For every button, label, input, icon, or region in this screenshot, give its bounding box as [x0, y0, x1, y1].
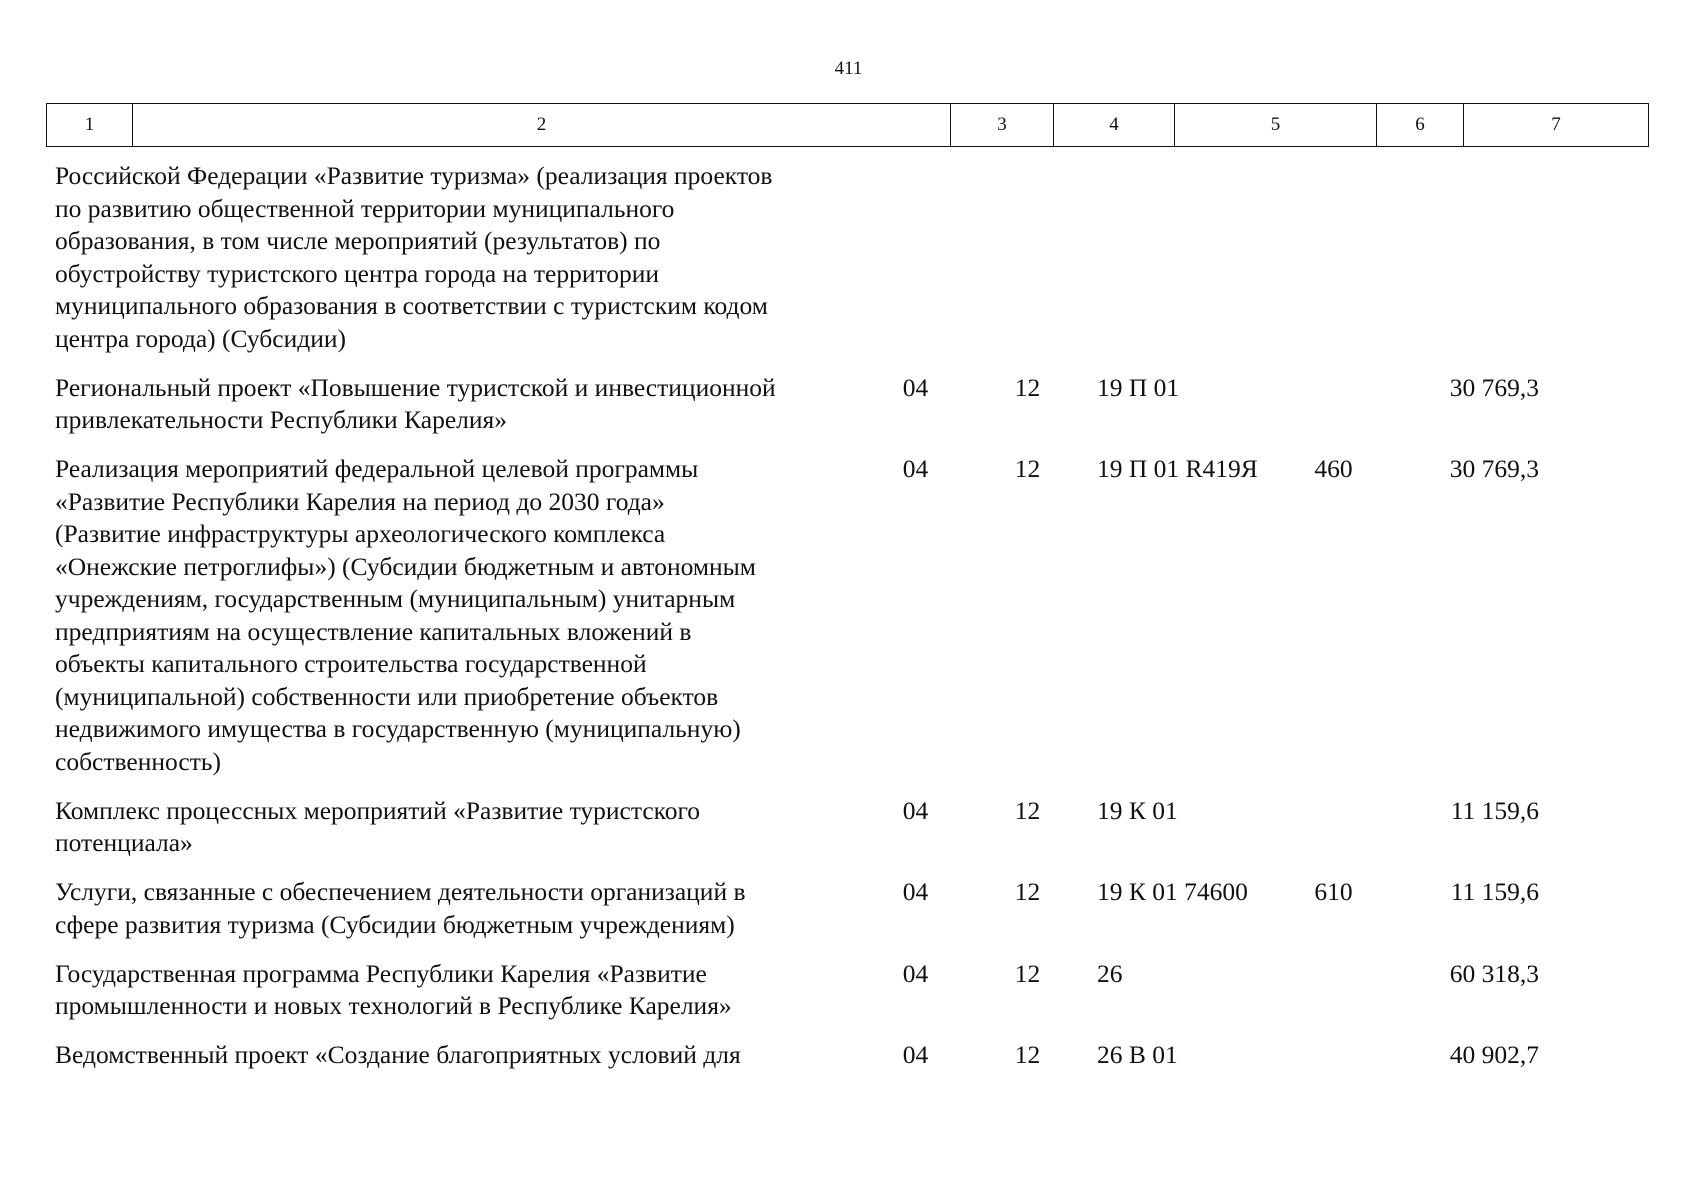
row-target-article: 19 К 01 [1097, 795, 1178, 825]
row-amount: 11 159,6 [1450, 795, 1539, 825]
row-target-article: 19 П 01 R419Я [1097, 454, 1258, 483]
row-expense-type [1290, 795, 1377, 860]
row-target-article: 19 К 01 74600 [1097, 877, 1248, 906]
row-subsection-code: 12 [1014, 372, 1041, 402]
row-section-code: 04 [902, 877, 929, 906]
page-number: 411 [834, 58, 863, 79]
column-header-2: 2 [133, 104, 951, 147]
table-body [46, 160, 1648, 1088]
row-amount: 11 159,6 [1450, 877, 1539, 906]
row-amount: 40 902,7 [1449, 1040, 1539, 1069]
row-description: Государственная программа Республики Карелия «Развитие промышленности и новых технологий в Республике Карелия» [55, 958, 732, 1020]
column-header-1: 1 [47, 104, 133, 147]
row-expense-type [1290, 372, 1377, 437]
row-subsection-code: 12 [1014, 958, 1041, 988]
row-target-article: 26 В 01 [1097, 1040, 1178, 1069]
table-row [46, 160, 1648, 355]
row-amount: 60 318,3 [1449, 958, 1539, 988]
row-expense-type: 460 [1314, 454, 1353, 483]
row-description: Комплекс процессных мероприятий «Развитие туристского потенциала» [55, 795, 701, 857]
row-expense-type [1290, 958, 1377, 1023]
row-expense-type: 610 [1314, 877, 1353, 906]
row-description: Услуги, связанные с обеспечением деятельности организаций в сфере развития туризма (Субсидии бюджетным учреждениям) [55, 877, 746, 939]
column-header-5: 5 [1175, 104, 1377, 147]
row-expense-type [1290, 160, 1377, 355]
table-row [46, 876, 1648, 941]
row-subsection-code: 12 [1014, 877, 1041, 906]
row-section-code [864, 160, 967, 355]
row-description: Российской Федерации «Развитие туризма» (реализация проектов по развитию общественной территории муниципального образования, в том числе мероприятий (результатов) по обустройству туристского центра города на территории муниципального образования в соответствии с туристским кодом центра города) (Субсидии) [55, 161, 773, 353]
row-subsection-code: 12 [1014, 454, 1041, 483]
row-amount [1377, 160, 1548, 355]
row-section-code: 04 [902, 372, 929, 402]
table-row [46, 1039, 1648, 1072]
row-target-article: 19 П 01 [1097, 372, 1180, 402]
row-section-code: 04 [902, 1040, 929, 1069]
row-subsection-code [967, 160, 1088, 355]
table-row [46, 453, 1648, 778]
row-description: Реализация мероприятий федеральной целевой программы «Развитие Республики Карелия на период до 2030 года» (Развитие инфраструктуры археологического комплекса «Онежские петроглифы») (Субсидии бюджетным и автономным учреждениям, государственным (муниципальным) унитарным предприятиям на осуществление капитальных вложений в объекты капитального строительства государственной (муниципальной) собственности или приобретение объектов недвижимого имущества в государственную (муниципальную) собственность) [55, 454, 756, 776]
table-row [46, 372, 1648, 437]
table-row [46, 795, 1648, 860]
row-target-article [1088, 160, 1290, 355]
column-header-3: 3 [951, 104, 1054, 147]
row-description: Региональный проект «Повышение туристской и инвестиционной привлекательности Республики Карелия» [55, 372, 776, 434]
row-subsection-code: 12 [1014, 795, 1041, 825]
column-header-7: 7 [1464, 104, 1649, 147]
row-description: Ведомственный проект «Создание благоприятных условий для [55, 1040, 741, 1069]
row-expense-type [1290, 1039, 1377, 1072]
row-section-code: 04 [902, 454, 929, 483]
column-header-table [46, 103, 1649, 147]
column-header-row [47, 104, 1649, 147]
table-row [46, 958, 1648, 1023]
row-subsection-code: 12 [1014, 1040, 1041, 1069]
row-section-code: 04 [902, 795, 929, 825]
column-header-4: 4 [1054, 104, 1175, 147]
row-target-article: 26 [1097, 958, 1123, 988]
row-amount: 30 769,3 [1449, 372, 1539, 402]
row-amount: 30 769,3 [1449, 454, 1539, 483]
row-section-code: 04 [902, 958, 929, 988]
column-header-6: 6 [1377, 104, 1464, 147]
